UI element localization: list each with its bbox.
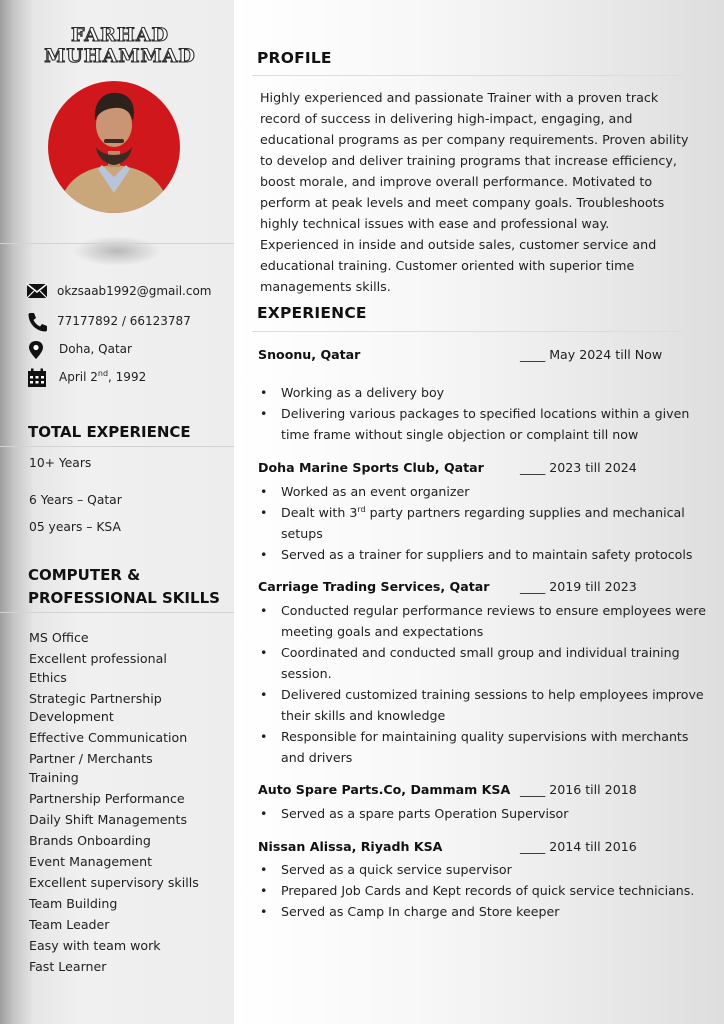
job-bullet: • Served as a quick service supervisor: [258, 859, 713, 880]
job-entry: [258, 579, 718, 765]
skill-item: Effective Communication: [29, 730, 188, 745]
calendar-icon: [26, 368, 48, 388]
skill-item: Brands Onboarding: [29, 832, 151, 848]
skill-item: Strategic Partnership Development: [29, 690, 162, 724]
job-company: Nissan Alissa, Riyadh KSA: [258, 839, 443, 854]
experience-qatar: 6 Years – Qatar: [29, 493, 122, 507]
contact-dob: [59, 370, 146, 384]
job-entry: [258, 839, 718, 919]
job-bullet: • Prepared Job Cards and Kept records of quick service technicians.: [258, 880, 713, 901]
skill-item: Team Leader: [29, 916, 110, 932]
skill-item: Partner / Merchants Training: [29, 751, 153, 785]
skill-item: Partnership Performance: [29, 790, 185, 806]
skill-item: MS Office: [29, 630, 89, 645]
job-bullet: • Served as a spare parts Operation Supervisor: [258, 803, 713, 824]
experience-heading: EXPERIENCE: [257, 304, 367, 322]
skill-item: Excellent professional Ethics: [29, 651, 167, 685]
phone-icon: [26, 312, 48, 332]
total-experience-years: 10+ Years: [29, 456, 92, 470]
job-company: Carriage Trading Services, Qatar: [258, 579, 490, 594]
skill-item: Easy with team work: [29, 937, 161, 953]
job-bullet: • Served as Camp In charge and Store keeper: [258, 901, 713, 922]
skill-item: Event Management: [29, 853, 153, 869]
experience-ksa: 05 years – KSA: [29, 520, 121, 534]
skill-item: Excellent supervisory skills: [29, 874, 199, 890]
dob-year: , 1992: [108, 370, 147, 384]
name-first: FARHAD: [70, 24, 170, 46]
sidebar-divider: [0, 243, 234, 244]
person-portrait-icon: [48, 81, 180, 213]
job-bullet-text: Dealt with 3: [281, 505, 358, 520]
contact-email[interactable]: okzsaab1992@gmail.com: [57, 284, 212, 298]
profile-heading: PROFILE: [257, 49, 332, 67]
job-date: ____ 2023 till 2024: [520, 460, 637, 475]
location-pin-icon: [26, 340, 48, 360]
name-last: MUHAMMAD: [44, 45, 196, 67]
job-bullet: • Served as a trainer for suppliers and to maintain safety protocols: [258, 544, 713, 565]
job-company: Doha Marine Sports Club, Qatar: [258, 460, 484, 475]
profile-summary: Highly experienced and passionate Trainer with a proven track record of success in delivering high-impact, engaging, and educational programs as per company requirements. Proven ability to develop and deliver training programs that increase efficiency, boost morale, and improve overall performance. Motivated to perform at peak levels and meet company goals. Troubleshoots highly technical issues with ease and professional way. Experienced in inside and outside sales, customer service and educational training. Customer oriented with superior time managements skills.: [260, 90, 689, 294]
job-bullet: • Delivering various packages to specified locations within a given time frame without single objection or complaint till now: [258, 403, 713, 445]
envelope-icon: [26, 283, 48, 303]
skills-heading-line1: COMPUTER &: [28, 566, 141, 584]
job-bullet-sup: rd: [357, 504, 366, 514]
job-entry: [258, 347, 718, 442]
job-entry: [258, 782, 718, 821]
job-bullet: • Delivered customized training sessions to help employees improve their skills and knowledge: [258, 684, 713, 726]
job-company: Snoonu, Qatar: [258, 347, 361, 362]
job-date: ____ 2016 till 2018: [520, 782, 637, 797]
contact-location: Doha, Qatar: [59, 342, 132, 356]
job-entry: [258, 460, 718, 562]
skills-divider: [0, 612, 234, 613]
experience-divider: [252, 331, 682, 332]
skills-heading-line2: PROFESSIONAL SKILLS: [28, 589, 220, 607]
job-bullet: • Responsible for maintaining quality supervisions with merchants and drivers: [258, 726, 713, 768]
contact-phone[interactable]: 77177892 / 66123787: [57, 314, 191, 328]
skill-item: Daily Shift Managements: [29, 811, 188, 827]
job-company: Auto Spare Parts.Co, Dammam KSA: [258, 782, 511, 797]
job-bullet-text: party partners regarding supplies and mechanical setups: [281, 505, 685, 541]
profile-photo: [48, 81, 180, 213]
job-bullet: • Worked as an event organizer: [258, 481, 713, 502]
total-experience-divider: [0, 446, 234, 447]
job-bullet: [258, 502, 713, 544]
job-date: ____ 2019 till 2023: [520, 579, 637, 594]
job-date: ____ 2014 till 2016: [520, 839, 637, 854]
dob-suffix: nd: [97, 369, 109, 378]
job-date: ____ May 2024 till Now: [520, 347, 663, 362]
job-bullet: • Conducted regular performance reviews to ensure employees were meeting goals and expectations: [258, 600, 713, 642]
job-bullet: • Coordinated and conducted small group and individual training session.: [258, 642, 713, 684]
job-bullet: • Working as a delivery boy: [258, 382, 713, 403]
total-experience-heading: TOTAL EXPERIENCE: [28, 423, 191, 441]
dob-day: April 2: [59, 370, 98, 384]
skill-item: Team Building: [29, 895, 118, 911]
skill-item: Fast Learner: [29, 958, 107, 974]
photo-shadow: [72, 236, 162, 266]
skills-list: [29, 629, 219, 979]
profile-divider: [252, 75, 682, 76]
